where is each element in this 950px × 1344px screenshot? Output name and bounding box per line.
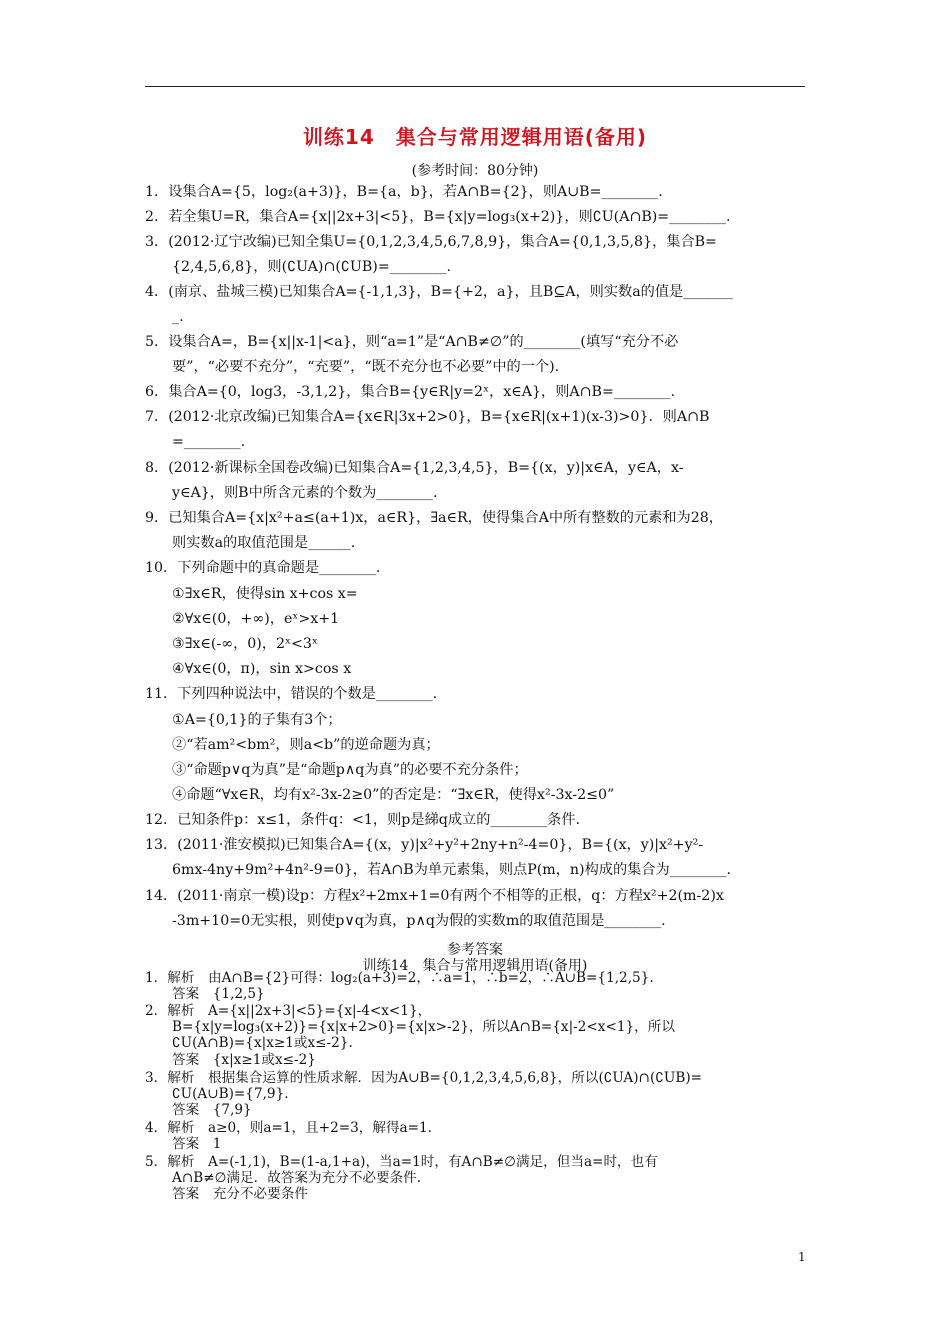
answer-line: 3．解析 根据集合运算的性质求解．因为A∪B={0,1,2,3,4,5,6,8}，所以(∁UA)∩(∁UB)=	[145, 1070, 703, 1086]
page-number: 1	[798, 1250, 806, 1264]
question-line: {2,4,5,6,8}，则(∁UA)∩(∁UB)=________.	[172, 259, 451, 275]
option-line: ④∀x∈(0，π)，sin x>cos x	[172, 661, 352, 677]
header-rule	[145, 86, 805, 87]
question-line: 8．(2012·新课标全国卷改编)已知集合A={1,2,3,4,5}，B={(x，y)|x∈A，y∈A，x-	[145, 460, 684, 476]
question-line: 则实数a的取值范围是______.	[172, 535, 356, 551]
question-line: -3m+10=0无实根，则使p∨q为真，p∧q为假的实数m的取值范围是________.	[172, 913, 666, 929]
question-line: 6．集合A={0，log3，-3,1,2}，集合B={y∈R|y=2ˣ，x∈A}，则A∩B=________.	[145, 384, 676, 400]
question-line: 6mx-4ny+9m²+4n²-9=0}，若A∩B为单元素集，则点P(m，n)构成的集合为________.	[172, 862, 731, 878]
answer-line: 答案 {7,9}	[172, 1102, 252, 1118]
question-line: 12．已知条件p：x≤1，条件q：<1，则p是綈q成立的________条件.	[145, 812, 581, 828]
question-line: _.	[172, 309, 184, 325]
question-line: 10．下列命题中的真命题是________.	[145, 560, 381, 576]
question-line: 13．(2011·淮安模拟)已知集合A={(x，y)|x²+y²+2ny+n²-4=0}，B={(x，y)|x²+y²-	[145, 837, 704, 853]
question-line: y∈A}，则B中所含元素的个数为________.	[172, 485, 438, 501]
question-line: 14．(2011·南京一模)设p：方程x²+2mx+1=0有两个不相等的正根，q：方程x²+2(m-2)x	[145, 888, 724, 904]
answer-line: 答案 {1,2,5}	[172, 986, 265, 1002]
answers-heading: 参考答案	[447, 942, 503, 958]
option-line: ③“命题p∨q为真”是“命题p∧q为真”的必要不充分条件；	[172, 762, 528, 778]
answers-title: 训练14 集合与常用逻辑用语(备用)	[362, 958, 588, 974]
answer-line: B={x|y=log₃(x+2)}={x|x+2>0}={x|x>-2}，所以A∩B={x|-2<x<1}，所以	[172, 1019, 675, 1035]
question-line: 2．若全集U=R，集合A={x||2x+3|<5}，B={x|y=log₃(x+2)}，则∁U(A∩B)=________.	[145, 209, 731, 225]
question-line: 9．已知集合A={x|x²+a≤(a+1)x，a∈R}，∃a∈R，使得集合A中所有整数的元素和为28，	[145, 510, 723, 526]
answer-line: ∁U(A∪B)={7,9}.	[172, 1086, 289, 1102]
answer-line: 答案 {x|x≥1或x≤-2}	[172, 1052, 316, 1068]
question-line: 4．(南京、盐城三模)已知集合A={-1,1,3}，B={+2，a}，且B⊆A，则实数a的值是_______	[145, 284, 733, 300]
question-line: 要”，“必要不充分”，“充要”，“既不充分也不必要”中的一个).	[172, 359, 560, 375]
option-line: ②∀x∈(0，+∞)，eˣ>x+1	[172, 611, 340, 627]
option-line: ④命题“∀x∈R，均有x²-3x-2≥0”的否定是：“∃x∈R，使得x²-3x-2≤0”	[172, 787, 615, 803]
answer-line: 5．解析 A=(-1,1)，B=(1-a,1+a)，当a=1时，有A∩B≠∅满足，但当a=时，也有	[145, 1154, 658, 1170]
answer-line: 答案 充分不必要条件	[172, 1186, 308, 1202]
answer-line: ∁U(A∩B)={x|x≥1或x≤-2}.	[172, 1035, 353, 1051]
answer-line: 1．解析 由A∩B={2}可得：log₂(a+3)=2，∴a=1，∴b=2，∴A∪B={1,2,5}.	[145, 970, 654, 986]
page-title: 训练14 集合与常用逻辑用语(备用)	[302, 125, 648, 149]
option-line: ③∃x∈(-∞，0)，2ˣ<3ˣ	[172, 636, 318, 652]
option-line: ①A={0,1}的子集有3个；	[172, 712, 342, 728]
question-line: 11．下列四种说法中，错误的个数是________.	[145, 686, 438, 702]
answer-line: A∩B≠∅满足．故答案为充分不必要条件.	[172, 1170, 422, 1186]
answer-line: 2．解析 A={x||2x+3|<5}={x|-4<x<1}，	[145, 1003, 432, 1019]
answer-line: 4．解析 a≥0，则a=1，且+2=3，解得a=1.	[145, 1120, 433, 1136]
option-line: ②“若am²<bm²，则a<b”的逆命题为真；	[172, 737, 440, 753]
answer-line: 答案 1	[172, 1136, 222, 1152]
question-line: 1．设集合A={5，log₂(a+3)}，B={a，b}，若A∩B={2}，则A∪B=________.	[145, 184, 663, 200]
question-line: 7．(2012·北京改编)已知集合A={x∈R|3x+2>0}，B={x∈R|(x+1)(x-3)>0}．则A∩B	[145, 409, 710, 425]
time-note: (参考时间：80分钟)	[411, 163, 539, 179]
question-line: 3．(2012·辽宁改编)已知全集U={0,1,2,3,4,5,6,7,8,9}，集合A={0,1,3,5,8}，集合B=	[145, 234, 717, 250]
question-line: 5．设集合A=，B={x||x-1|<a}，则“a=1”是“A∩B≠∅”的________(填写“充分不必	[145, 334, 679, 350]
option-line: ①∃x∈R，使得sin x+cos x=	[172, 586, 358, 602]
question-line: =________.	[172, 434, 246, 450]
